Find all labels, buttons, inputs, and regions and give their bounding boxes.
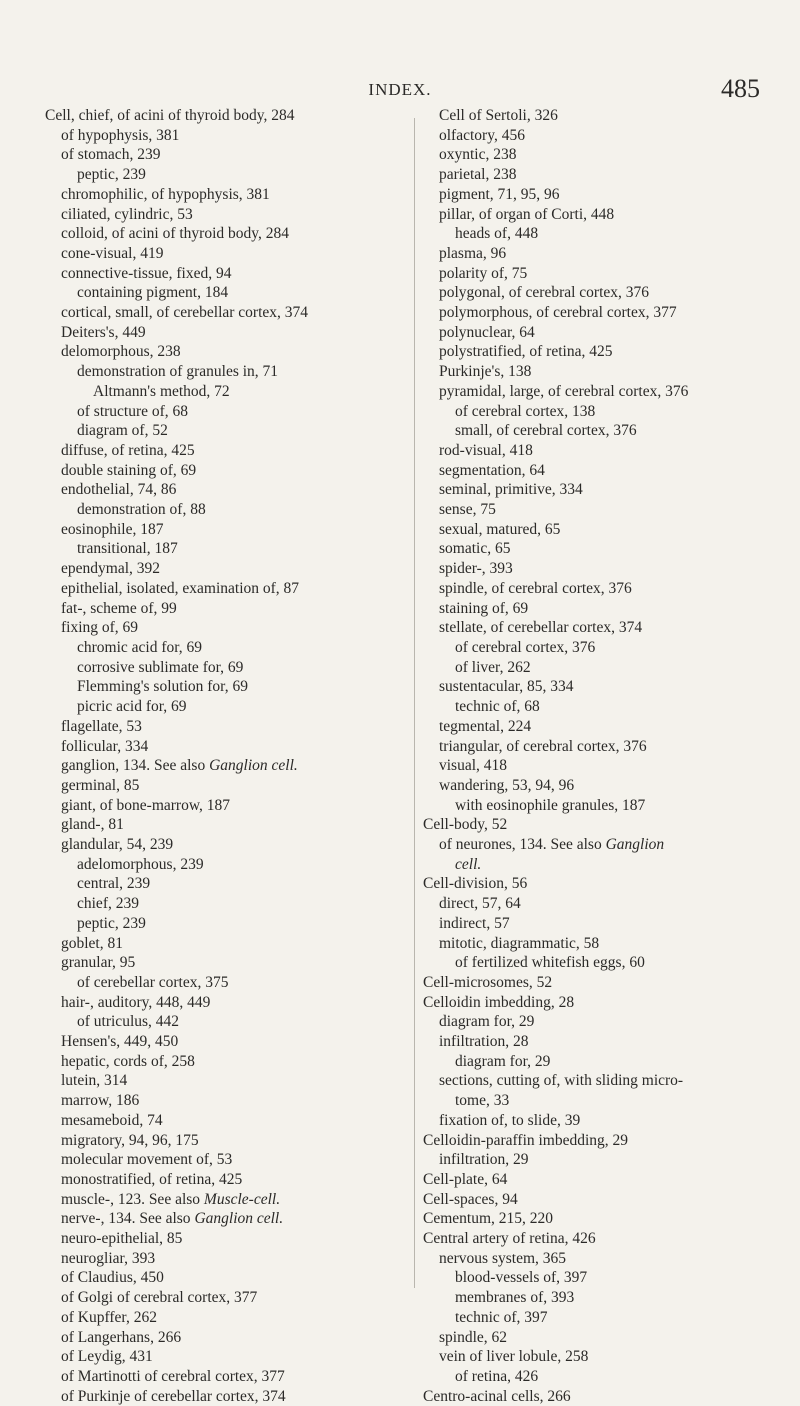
- page-number: 485: [721, 74, 760, 103]
- entry-text: of Martinotti of cerebral cortex, 377: [61, 1368, 285, 1385]
- index-entry: [45, 1288, 405, 1308]
- index-entry: [45, 402, 405, 422]
- entry-text: granular, 95: [61, 954, 136, 972]
- index-entry: [423, 973, 783, 993]
- entry-text: vein of liver lobule, 258: [439, 1348, 589, 1366]
- entry-text: Deiters's, 449: [61, 323, 146, 341]
- index-entry: [423, 756, 783, 776]
- index-entry: [423, 382, 783, 402]
- index-entry: [423, 1032, 783, 1052]
- entry-text: plasma, 96: [439, 244, 507, 262]
- index-entry: [423, 106, 783, 126]
- entry-text: of Golgi of cerebral cortex, 377: [61, 1289, 258, 1307]
- entry-text: polymorphous, of cerebral cortex, 377: [439, 304, 677, 322]
- index-entry: [45, 244, 405, 264]
- entry-text: monostratified, of retina, 425: [61, 1170, 243, 1188]
- entry-text: hair-, auditory, 448, 449: [61, 993, 211, 1011]
- index-entry: [45, 126, 405, 146]
- entry-text: of cerebellar cortex, 375: [77, 973, 229, 991]
- index-entry: [423, 815, 783, 835]
- index-entry: [423, 1091, 783, 1111]
- index-entry: [45, 1091, 405, 1111]
- index-entry: [45, 441, 405, 461]
- index-entry: [45, 382, 405, 402]
- entry-text: adelomorphous, 239: [77, 855, 204, 873]
- entry-text: peptic, 239: [77, 166, 146, 184]
- index-entry: [45, 461, 405, 481]
- index-entry: [45, 1249, 405, 1269]
- index-entry: [423, 244, 783, 264]
- index-entry: [423, 1111, 783, 1131]
- index-entry: [45, 1170, 405, 1190]
- entry-text: follicular, 334: [61, 737, 149, 755]
- entry-text: Hensen's, 449, 450: [61, 1033, 179, 1051]
- index-entry: [45, 1071, 405, 1091]
- entry-text: Cell-division, 56: [423, 875, 528, 893]
- entry-text: of utriculus, 442: [77, 1013, 180, 1031]
- index-entry: [45, 874, 405, 894]
- index-entry: [423, 303, 783, 323]
- index-entry: [45, 815, 405, 835]
- entry-text: of cerebral cortex, 376: [455, 638, 596, 656]
- entry-text: germinal, 85: [61, 776, 140, 794]
- entry-text: neurogliar, 393: [61, 1249, 156, 1267]
- entry-text: muscle-, 123. See also: [61, 1190, 204, 1208]
- entry-text: giant, of bone-marrow, 187: [61, 796, 231, 814]
- entry-text: sustentacular, 85, 334: [439, 678, 574, 696]
- entry-text: glandular, 54, 239: [61, 836, 174, 854]
- index-entry: [45, 776, 405, 796]
- entry-text: ependymal, 392: [61, 560, 161, 578]
- entry-text: gland-, 81: [61, 816, 124, 834]
- index-entry: [423, 1328, 783, 1348]
- entry-text: small, of cerebral cortex, 376: [455, 422, 637, 440]
- index-entry: [423, 1387, 783, 1406]
- entry-text: mitotic, diagrammatic, 58: [439, 934, 600, 952]
- entry-text: wandering, 53, 94, 96: [439, 776, 575, 794]
- entry-text: blood-vessels of, 397: [455, 1269, 588, 1287]
- entry-text: Purkinje's, 138: [439, 363, 532, 381]
- index-entry: [45, 342, 405, 362]
- index-entry: [423, 796, 783, 816]
- entry-text: of cerebral cortex, 138: [455, 402, 596, 420]
- entry-text: polystratified, of retina, 425: [439, 343, 613, 361]
- entry-text: polygonal, of cerebral cortex, 376: [439, 284, 650, 302]
- index-entry: [45, 677, 405, 697]
- index-entry: [45, 1367, 405, 1387]
- index-entry: [423, 342, 783, 362]
- entry-text: Cell of Sertoli, 326: [439, 107, 558, 124]
- entry-text: indirect, 57: [439, 914, 510, 932]
- index-entry: [45, 165, 405, 185]
- index-entry: [423, 737, 783, 757]
- entry-text: nerve-, 134. See also: [61, 1210, 195, 1228]
- index-entry: [45, 579, 405, 599]
- index-entry: [423, 1209, 783, 1229]
- index-entry: [423, 362, 783, 382]
- entry-text: parietal, 238: [439, 166, 517, 184]
- index-entry: [45, 737, 405, 757]
- index-entry: [45, 638, 405, 658]
- entry-text: of retina, 426: [455, 1368, 539, 1385]
- entry-text: sense, 75: [439, 501, 496, 519]
- entry-text: flagellate, 53: [61, 717, 142, 735]
- entry-text: tome, 33: [455, 1092, 510, 1110]
- index-entry: [423, 1131, 783, 1151]
- entry-text: diagram for, 29: [455, 1052, 551, 1070]
- entry-text: Flemming's solution for, 69: [77, 678, 248, 696]
- entry-text: of Kupffer, 262: [61, 1308, 157, 1326]
- index-entry: [423, 677, 783, 697]
- index-entry: [423, 145, 783, 165]
- entry-cross-reference: Muscle-cell.: [203, 1190, 281, 1208]
- entry-text: ganglion, 134. See also: [61, 757, 210, 775]
- entry-text: transitional, 187: [77, 540, 178, 558]
- entry-text: technic of, 397: [455, 1308, 548, 1326]
- index-entry: [423, 1249, 783, 1269]
- entry-cross-reference: Ganglion cell.: [194, 1210, 284, 1228]
- index-entry: [423, 697, 783, 717]
- entry-text: migratory, 94, 96, 175: [61, 1131, 199, 1149]
- index-entry: [423, 126, 783, 146]
- entry-text: of stomach, 239: [61, 146, 161, 164]
- entry-text: oxyntic, 238: [439, 146, 517, 164]
- entry-text: diffuse, of retina, 425: [61, 441, 195, 459]
- entry-text: of liver, 262: [455, 658, 531, 676]
- entry-text: stellate, of cerebellar cortex, 374: [439, 619, 643, 637]
- index-entry: [45, 835, 405, 855]
- entry-text: Cell, chief, of acini of thyroid body, 284: [45, 107, 295, 124]
- index-entry: [423, 185, 783, 205]
- entry-text: peptic, 239: [77, 914, 146, 932]
- entry-text: chromic acid for, 69: [77, 638, 203, 656]
- index-entry: [423, 1190, 783, 1210]
- entry-text: mesameboid, 74: [61, 1111, 163, 1129]
- index-entry: [45, 914, 405, 934]
- index-entry: [45, 1150, 405, 1170]
- index-entry: [423, 638, 783, 658]
- entry-text: cortical, small, of cerebellar cortex, 374: [61, 304, 309, 322]
- entry-text: membranes of, 393: [455, 1289, 575, 1307]
- entry-text: marrow, 186: [61, 1092, 140, 1110]
- entry-text: demonstration of granules in, 71: [77, 363, 279, 381]
- index-entry: [45, 894, 405, 914]
- entry-text: pillar, of organ of Corti, 448: [439, 205, 615, 223]
- entry-text: Celloidin-paraffin imbedding, 29: [423, 1131, 629, 1149]
- index-entry: [423, 402, 783, 422]
- entry-text: central, 239: [77, 875, 151, 893]
- entry-text: sections, cutting of, with sliding micro-: [439, 1072, 684, 1090]
- index-entry: [423, 658, 783, 678]
- entry-text: epithelial, isolated, examination of, 87: [61, 579, 300, 597]
- index-entry: [423, 1150, 783, 1170]
- index-entry: [45, 618, 405, 638]
- index-entry: [423, 205, 783, 225]
- entry-text: lutein, 314: [61, 1072, 128, 1090]
- entry-text: of hypophysis, 381: [61, 126, 180, 144]
- entry-text: polarity of, 75: [439, 264, 528, 282]
- index-entry: [45, 421, 405, 441]
- entry-text: of Leydig, 431: [61, 1348, 153, 1366]
- index-entry: [45, 717, 405, 737]
- index-entry: [423, 993, 783, 1013]
- entry-text: Centro-acinal cells, 266: [423, 1387, 571, 1405]
- entry-text: ciliated, cylindric, 53: [61, 205, 193, 223]
- entry-text: of Purkinje of cerebellar cortex, 374: [61, 1387, 286, 1405]
- index-entry: [423, 1268, 783, 1288]
- entry-text: colloid, of acini of thyroid body, 284: [61, 225, 290, 243]
- index-entry: [45, 658, 405, 678]
- index-entry: [45, 1328, 405, 1348]
- entry-text: goblet, 81: [61, 934, 123, 952]
- index-entry: [423, 461, 783, 481]
- entry-text: fat-, scheme of, 99: [61, 599, 177, 617]
- index-entry: [423, 224, 783, 244]
- entry-text: infiltration, 28: [439, 1033, 529, 1051]
- entry-text: with eosinophile granules, 187: [455, 796, 646, 814]
- index-entry: [45, 1387, 405, 1406]
- index-entry: [45, 697, 405, 717]
- index-entry: [423, 618, 783, 638]
- entry-text: of structure of, 68: [77, 402, 189, 420]
- entry-text: molecular movement of, 53: [61, 1151, 233, 1169]
- entry-text: triangular, of cerebral cortex, 376: [439, 737, 647, 755]
- entry-text: seminal, primitive, 334: [439, 481, 583, 499]
- index-entry: [423, 934, 783, 954]
- entry-text: fixation of, to slide, 39: [439, 1111, 581, 1129]
- index-entry: [423, 559, 783, 579]
- entry-text: connective-tissue, fixed, 94: [61, 264, 232, 282]
- index-entry: [45, 1032, 405, 1052]
- entry-text: hepatic, cords of, 258: [61, 1052, 195, 1070]
- entry-text: Cell-microsomes, 52: [423, 973, 553, 991]
- column-divider: [414, 118, 415, 1288]
- entry-text: sexual, matured, 65: [439, 520, 561, 538]
- index-entry: [45, 1347, 405, 1367]
- entry-text: of neurones, 134. See also: [439, 836, 606, 854]
- index-entry: [423, 165, 783, 185]
- index-entry: [423, 1229, 783, 1249]
- index-column-right: [423, 106, 783, 1406]
- index-entry: [45, 559, 405, 579]
- index-entry: [45, 323, 405, 343]
- entry-text: Central artery of retina, 426: [423, 1230, 596, 1248]
- entry-text: spindle, 62: [439, 1328, 508, 1346]
- index-entry: [423, 579, 783, 599]
- entry-text: delomorphous, 238: [61, 343, 181, 361]
- entry-text: of fertilized whitefish eggs, 60: [455, 954, 645, 972]
- index-entry: [423, 717, 783, 737]
- index-entry: [423, 599, 783, 619]
- index-entry: [45, 1111, 405, 1131]
- entry-text: infiltration, 29: [439, 1151, 529, 1169]
- index-entry: [45, 539, 405, 559]
- index-entry: [45, 599, 405, 619]
- index-entry: [45, 1052, 405, 1072]
- index-entry: [423, 421, 783, 441]
- entry-text: Cell-plate, 64: [423, 1170, 508, 1188]
- entry-text: direct, 57, 64: [439, 895, 521, 913]
- entry-text: double staining of, 69: [61, 461, 197, 479]
- index-entry: [45, 1268, 405, 1288]
- entry-text: cone-visual, 419: [61, 244, 164, 262]
- index-entry: [423, 776, 783, 796]
- index-entry: [45, 934, 405, 954]
- index-entry: [45, 1190, 405, 1210]
- index-entry: [45, 1209, 405, 1229]
- entry-text: chief, 239: [77, 895, 139, 913]
- index-entry: [423, 520, 783, 540]
- index-entry: [423, 539, 783, 559]
- index-entry: [423, 1012, 783, 1032]
- entry-text: technic of, 68: [455, 698, 540, 716]
- index-entry: [423, 835, 783, 855]
- index-entry: [423, 1367, 783, 1387]
- entry-text: tegmental, 224: [439, 717, 532, 735]
- index-entry: [45, 1229, 405, 1249]
- index-entry: [45, 1131, 405, 1151]
- entry-text: heads of, 448: [455, 225, 539, 243]
- entry-text: demonstration of, 88: [77, 501, 206, 519]
- index-entry: [45, 205, 405, 225]
- index-entry: [45, 973, 405, 993]
- entry-text: spider-, 393: [439, 560, 513, 578]
- entry-text: nervous system, 365: [439, 1249, 567, 1267]
- entry-cross-reference: Ganglion: [605, 836, 665, 854]
- entry-text: endothelial, 74, 86: [61, 481, 177, 499]
- entry-text: containing pigment, 184: [77, 284, 229, 302]
- entry-text: rod-visual, 418: [439, 441, 533, 459]
- entry-text: corrosive sublimate for, 69: [77, 658, 244, 676]
- index-entry: [45, 1308, 405, 1328]
- running-header: INDEX.: [368, 80, 432, 99]
- entry-text: neuro-epithelial, 85: [61, 1230, 183, 1248]
- entry-text: segmentation, 64: [439, 461, 545, 479]
- entry-text: pyramidal, large, of cerebral cortex, 376: [439, 382, 689, 400]
- index-entry: [423, 894, 783, 914]
- index-entry: [45, 106, 405, 126]
- entry-text: eosinophile, 187: [61, 520, 164, 538]
- entry-text: chromophilic, of hypophysis, 381: [61, 185, 270, 203]
- entry-text: Altmann's method, 72: [93, 382, 230, 400]
- entry-text: visual, 418: [439, 757, 508, 775]
- entry-text: fixing of, 69: [61, 619, 139, 637]
- index-entry: [423, 1170, 783, 1190]
- index-entry: [423, 323, 783, 343]
- index-entry: [423, 1288, 783, 1308]
- index-entry: [45, 993, 405, 1013]
- entry-text: spindle, of cerebral cortex, 376: [439, 579, 632, 597]
- index-entry: [45, 500, 405, 520]
- index-entry: [45, 362, 405, 382]
- entry-text: picric acid for, 69: [77, 698, 187, 716]
- entry-text: diagram of, 52: [77, 422, 168, 440]
- entry-text: olfactory, 456: [439, 126, 525, 144]
- index-entry: [45, 953, 405, 973]
- index-entry: [45, 283, 405, 303]
- entry-text: somatic, 65: [439, 540, 511, 558]
- entry-text: of Langerhans, 266: [61, 1328, 182, 1346]
- index-entry: [45, 145, 405, 165]
- index-entry: [423, 283, 783, 303]
- index-entry: [45, 1012, 405, 1032]
- index-entry: [423, 1347, 783, 1367]
- index-entry: [45, 185, 405, 205]
- index-entry: [45, 756, 405, 776]
- entry-text: diagram for, 29: [439, 1013, 535, 1031]
- index-column-left: [45, 106, 405, 1406]
- index-entry: [45, 796, 405, 816]
- index-entry: [45, 264, 405, 284]
- index-entry: [45, 224, 405, 244]
- entry-text: pigment, 71, 95, 96: [439, 185, 560, 203]
- index-entry: [423, 855, 783, 875]
- index-entry: [423, 480, 783, 500]
- entry-text: Cell-spaces, 94: [423, 1190, 518, 1208]
- index-entry: [45, 855, 405, 875]
- entry-cross-reference: cell.: [455, 855, 482, 873]
- entry-cross-reference: Ganglion cell.: [209, 757, 298, 775]
- index-entry: [423, 914, 783, 934]
- entry-text: of Claudius, 450: [61, 1269, 164, 1287]
- index-entry: [423, 1052, 783, 1072]
- index-entry: [423, 500, 783, 520]
- index-entry: [45, 480, 405, 500]
- index-entry: [45, 520, 405, 540]
- index-entry: [423, 874, 783, 894]
- index-entry: [423, 441, 783, 461]
- entry-text: Cementum, 215, 220: [423, 1210, 554, 1228]
- index-entry: [423, 953, 783, 973]
- index-entry: [423, 1071, 783, 1091]
- index-entry: [423, 264, 783, 284]
- index-entry: [45, 303, 405, 323]
- index-entry: [423, 1308, 783, 1328]
- entry-text: Celloidin imbedding, 28: [423, 993, 575, 1011]
- entry-text: staining of, 69: [439, 599, 529, 617]
- entry-text: Cell-body, 52: [423, 816, 508, 834]
- entry-text: polynuclear, 64: [439, 323, 535, 341]
